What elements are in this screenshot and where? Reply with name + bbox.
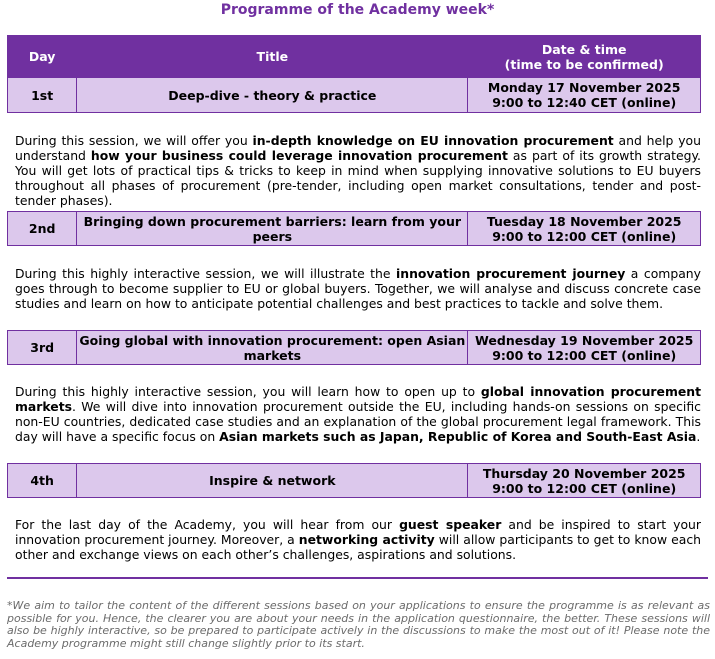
header-date xyxy=(467,35,701,78)
session-description-2 xyxy=(15,266,701,311)
session-time: 9:00 to 12:00 CET (online) xyxy=(492,228,677,244)
header-date-line2: (time to be confirmed) xyxy=(504,56,664,72)
session-day: 3rd xyxy=(7,330,77,365)
footnote: *We aim to tailor the content of the different sessions based on your applications to ensure the programme is as relevant as possible for you. Hence, the clearer you are about your needs in the application questionnaire, the better. These sessions will also be highly interactive, so be prepared to participate actively in the discussions to make the most out of it! Please note the Academy programme might still change slightly prior to its start. xyxy=(7,599,710,650)
session-time: 9:00 to 12:00 CET (online) xyxy=(492,347,677,363)
session-row-4 xyxy=(0,463,701,498)
divider-line xyxy=(7,577,708,579)
header-date-line1: Date & time xyxy=(541,41,627,57)
session-title: Inspire & network xyxy=(76,463,468,498)
header-title: Title xyxy=(76,35,468,78)
session-day: 2nd xyxy=(7,211,77,246)
session-datetime xyxy=(467,330,701,365)
description-text: and help you understand xyxy=(15,133,701,163)
description-bold-text: Asian markets such as Japan, Republic of Korea and South-East Asia xyxy=(219,429,697,444)
session-title: Going global with innovation procurement: open Asian markets xyxy=(76,330,468,365)
description-text: . We will dive into innovation procurement outside the EU, including hands-on sessions on specific non-EU countries, dedicated case studies and an explanation of the global procurement legal framework. This day will have a specific focus on xyxy=(15,399,701,444)
description-text: For the last day of the Academy, you will hear from our xyxy=(15,517,400,532)
session-day: 1st xyxy=(7,77,77,113)
session-date: Wednesday 19 November 2025 xyxy=(475,332,694,348)
session-title: Bringing down procurement barriers: learn from your peers xyxy=(76,211,468,246)
description-bold-text: global innovation procurement markets xyxy=(15,384,702,414)
description-text: as part of its growth strategy. You will get lots of practical tips & tricks to keep in mind when supplying innovative solutions to EU buyers throughout all phases of procurement (pre-tender, including open market consultations, tender and post-tender phases). xyxy=(15,148,701,208)
session-time: 9:00 to 12:40 CET (online) xyxy=(492,95,677,110)
description-text: will allow participants to get to know each other and exchange views on each other’s challenges, aspirations and solutions. xyxy=(15,532,701,562)
page-title: Programme of the Academy week* xyxy=(220,2,495,18)
session-description-4 xyxy=(15,517,701,562)
description-bold-text: networking activity xyxy=(298,532,435,547)
session-date: Monday 17 November 2025 xyxy=(487,80,681,95)
session-title: Deep-dive - theory & practice xyxy=(76,77,468,113)
session-description-1 xyxy=(15,133,701,208)
description-bold-text: how your business could leverage innovation procurement xyxy=(90,148,508,163)
table-header-row xyxy=(0,35,701,78)
description-text: and be inspired to start your innovation procurement journey. Moreover, a xyxy=(15,517,702,547)
session-row-3 xyxy=(0,330,701,365)
description-bold-text: in-depth knowledge on EU innovation procurement xyxy=(252,133,614,148)
session-day: 4th xyxy=(7,463,77,498)
session-date: Tuesday 18 November 2025 xyxy=(486,213,682,229)
session-time: 9:00 to 12:00 CET (online) xyxy=(492,480,677,496)
header-day: Day xyxy=(7,35,77,78)
session-datetime xyxy=(467,211,701,246)
session-row-2 xyxy=(0,211,701,246)
session-datetime xyxy=(467,77,701,113)
description-bold-text: innovation procurement journey xyxy=(396,266,626,281)
session-datetime xyxy=(467,463,701,498)
session-date: Thursday 20 November 2025 xyxy=(482,465,686,481)
description-text: During this session, we will offer you xyxy=(15,133,253,148)
description-text: During this highly interactive session, we will illustrate the xyxy=(15,266,397,281)
description-text: a company goes through to become supplier to EU or global buyers. Together, we will analyse and discuss concrete case studies and learn on how to anticipate potential challenges and best practices to tackle and solve them. xyxy=(15,266,701,311)
description-text: . xyxy=(696,429,701,444)
description-text: During this highly interactive session, you will learn how to open up to xyxy=(15,384,481,399)
description-bold-text: guest speaker xyxy=(399,517,502,532)
session-description-3 xyxy=(15,384,701,444)
session-row-1 xyxy=(0,77,701,113)
